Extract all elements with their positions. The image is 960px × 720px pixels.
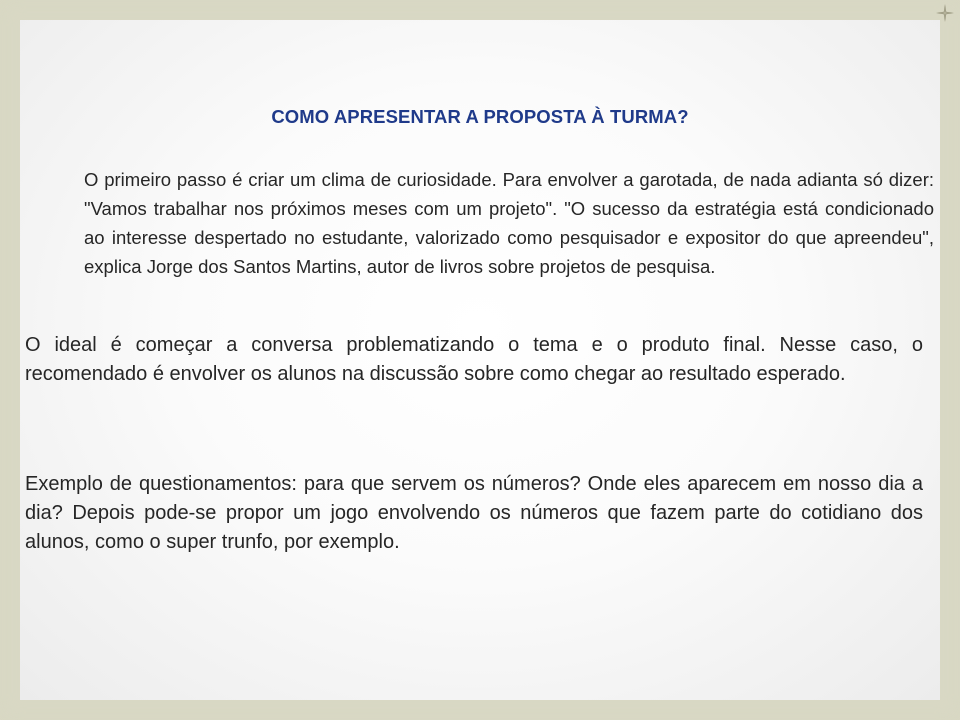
paragraph-ideal: O ideal é começar a conversa problematizando o tema e o produto final. Nesse caso, o recomendado é envolver os alunos na discussão sobre como chegar ao resultado esperado.: [25, 334, 923, 385]
paragraph-example: Exemplo de questionamentos: para que servem os números? Onde eles aparecem em nosso dia a dia? Depois pode-se propor um jogo envolvendo os números que fazem parte do cotidiano dos alunos, como o super trunfo, por exemplo.: [25, 473, 923, 553]
paragraph-intro: O primeiro passo é criar um clima de curiosidade. Para envolver a garotada, de nada adianta só dizer: "Vamos trabalhar nos próximos meses com um projeto". "O sucesso da estratégia está condicionado ao interesse despertado no estudante, valorizado como pesquisador e expositor do que apreendeu", explica Jorge dos Santos Martins, autor de livros sobre projetos de pesquisa.: [84, 169, 934, 277]
slide-title: COMO APRESENTAR A PROPOSTA À TURMA?: [271, 106, 689, 127]
sparkle-decoration-icon: [936, 4, 954, 22]
